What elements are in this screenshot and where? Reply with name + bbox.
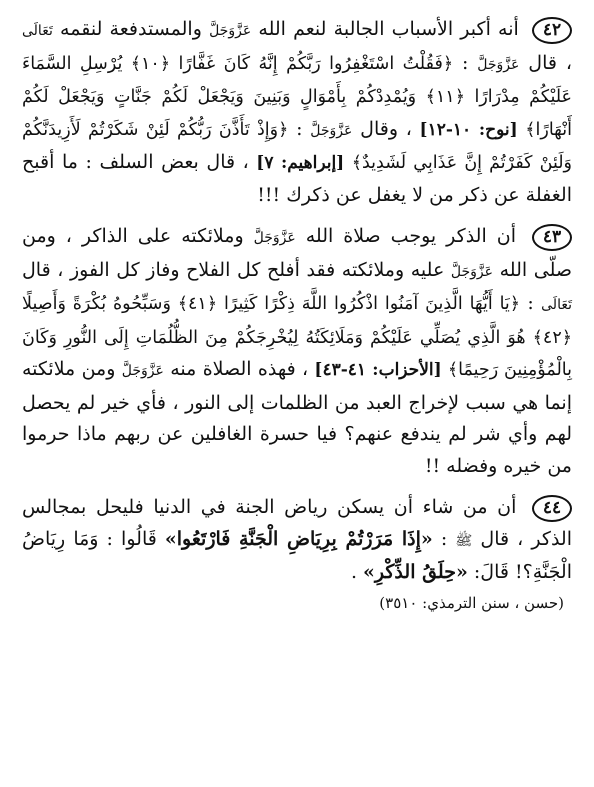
honorific-phrase: تَعَالَى	[541, 297, 572, 313]
verse-reference: [الأحزاب: ٤١-٤٣]	[308, 360, 448, 380]
entry-number-badge: ٤٤	[532, 495, 572, 522]
honorific-phrase: ﷺ	[455, 532, 473, 549]
honorific-phrase: عَزَّوَجَلَّ	[310, 122, 353, 139]
body-text: أنه أكبر الأسباب الجالبة لنعم الله	[251, 18, 519, 40]
body-text: ، قال	[519, 51, 572, 74]
honorific-phrase: عَزَّوَجَلَّ	[121, 363, 164, 379]
body-text: :	[432, 527, 456, 550]
body-text: :	[520, 292, 542, 314]
entry-number-badge: ٤٢	[532, 17, 572, 44]
verse-reference: [إبراهيم: ٧]	[248, 153, 352, 173]
body-text: وملائكته على الذاكر ، ومن صلّى الله	[22, 225, 572, 281]
entry-43	[22, 221, 572, 482]
quran-verse: ﴿فَقُلْتُ اسْتَغْفِرُوا رَبَّكُمْ إِنَّهُ كَانَ غَفَّارًا ﴿١٠﴾ يُرْسِلِ السَّمَاءَ عَلَيْكُمْ مِدْرَارًا ﴿١١﴾ وَيُمْدِدْكُمْ بِأَمْوَالٍ وَبَنِينَ وَيَجْعَلْ لَكُمْ جَنَّاتٍ وَيَجْعَلْ لَكُمْ أَنْهَارًا﴾	[22, 53, 572, 140]
body-text: عليه وملائكته فقد أفلح كل الفلاح وفاز كل الفوز ، قال	[22, 258, 451, 281]
book-page	[22, 14, 572, 615]
honorific-phrase: عَزَّوَجَلَّ	[477, 56, 520, 73]
honorific-phrase: تَعَالَى	[22, 23, 53, 39]
body-text: أن الذكر يوجب صلاة الله	[295, 225, 516, 247]
quran-verse: ﴿يَا أَيُّهَا الَّذِينَ آمَنُوا اذْكُرُوا اللَّهَ ذِكْرًا كَثِيرًا ﴿٤١﴾ وَسَبِّحُوهُ بُكْرَةً وَأَصِيلًا ﴿٤٢﴾ هُوَ الَّذِي يُصَلِّي عَلَيْكُمْ وَمَلَائِكَتُهُ لِيُخْرِجَكُمْ مِنَ الظُّلُمَاتِ إِلَى النُّورِ وَكَانَ بِالْمُؤْمِنِينَ رَحِيمًا﴾	[22, 294, 572, 380]
body-text: .	[350, 561, 364, 583]
quran-verse: ﴿وَإِذْ تَأَذَّنَ رَبُّكُمْ لَئِنْ شَكَرْتُمْ لَأَزِيدَنَّكُمْ وَلَئِنْ كَفَرْتُمْ إِنَّ عَذَابِي لَشَدِيدٌ﴾	[22, 119, 573, 173]
body-text: :	[288, 117, 311, 140]
honorific-phrase: عَزَّوَجَلَّ	[253, 230, 296, 246]
body-text: ، فهذه الصلاة منه	[163, 358, 309, 380]
entry-42	[22, 14, 572, 211]
verse-reference: [نوح: ١٠-١٢]	[411, 119, 526, 140]
body-text: أن من شاء أن يسكن رياض الجنة في الدنيا فليحل بمجالس الذكر ، قال	[22, 496, 572, 550]
body-text: ومن ملائكته إنما هي سبب لإخراج العبد من الظلمات إلى النور ، فأي خير لم يحصل لهم وأي شر لم يندفع عنهم؟ فيا حسرة الغافلين عن ربهم ماذا حرموا من خيره وفضله !!	[22, 358, 572, 477]
body-text: ، وقال	[352, 117, 412, 140]
honorific-phrase: عَزَّوَجَلَّ	[450, 263, 493, 280]
body-text: والمستدفعة لنقمه	[52, 18, 210, 40]
body-text: ، قال بعض السلف : ما أقبح الغفلة عن ذكر من لا يغفل عن ذكرك !!!	[22, 151, 572, 206]
entry-number-badge: ٤٣	[532, 224, 572, 251]
honorific-phrase: عَزَّوَجَلَّ	[209, 23, 252, 39]
body-text: قَالُوا : وَمَا رِيَاضُ الْجَنَّةِ؟! قَالَ:	[22, 527, 572, 583]
hadith-quote: «حِلَقُ الذِّكْرِ»	[363, 561, 468, 583]
hadith-source-note: (حسن ، سنن الترمذي: ٣٥١٠)	[379, 593, 564, 612]
hadith-quote: «إِذَا مَرَرْتُمْ بِرِيَاضِ الْجَنَّةِ فَارْتَعُوا»	[164, 527, 433, 550]
entry-44	[22, 492, 572, 589]
body-text: :	[453, 51, 478, 74]
